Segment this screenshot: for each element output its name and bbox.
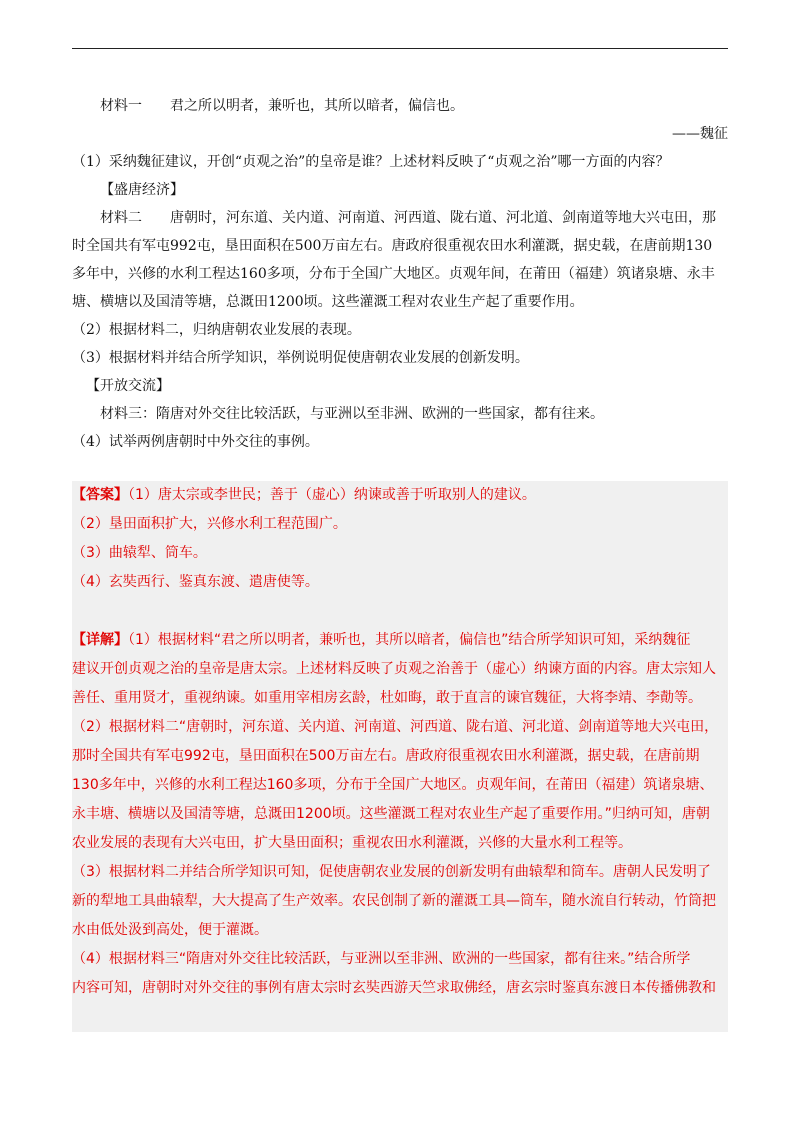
material-2-line: 塘、横塘以及国清等塘，总溉田1200顷。这些灌溉工程对农业生产起了重要作用。 <box>72 294 584 310</box>
detail-line: 内容可知，唐朝时对外交往的事例有唐太宗时玄奘西游天竺求取佛经，唐玄宗时鉴真东渡日本传播佛教和 <box>72 980 716 996</box>
section-heading-economy: 【盛唐经济】 <box>100 182 184 198</box>
question-section <box>72 92 728 456</box>
answer-section <box>72 481 728 1032</box>
detail-line: 那时全国共有军屯992屯，垦田面积在500万亩左右。唐政府很重视农田水利灌溉，据史载，在唐前期 <box>72 748 700 764</box>
detail-line: （2）根据材料二“唐朝时，河东道、关内道、河南道、河西道、陇右道、河北道、剑南道等地大兴屯田， <box>72 719 719 735</box>
detail-line: 新的犁地工具曲辕犁，大大提高了生产效率。农民创制了新的灌溉工具—筒车，随水流自行转动，竹筒把 <box>72 893 716 909</box>
material-2-line: 时全国共有军屯992屯，垦田面积在500万亩左右。唐政府很重视农田水利灌溉，据史载，在唐前期130 <box>72 238 713 254</box>
answer-spacer <box>72 597 728 626</box>
material-3: 材料三：隋唐对外交往比较活跃，与亚洲以至非洲、欧洲的一些国家，都有往来。 <box>100 406 604 422</box>
answer-text: （1）唐太宗或李世民；善于（虚心）纳谏或善于听取别人的建议。 <box>128 487 536 503</box>
detail-line <box>72 626 728 655</box>
answer-line <box>72 481 728 510</box>
detail-line: 建议开创贞观之治的皇帝是唐太宗。上述材料反映了贞观之治善于（虚心）纳谏方面的内容。唐太宗知人 <box>72 661 716 677</box>
answer-tag: 【答案】 <box>72 487 128 503</box>
material-2-line: 多年中，兴修的水利工程达160多项，分布于全国广大地区。贞观年间，在莆田（福建）筑诸泉塘、永丰 <box>72 266 715 282</box>
answer-line: （2）垦田面积扩大，兴修水利工程范围广。 <box>72 516 347 532</box>
section-heading-exchange: 【开放交流】 <box>86 378 170 394</box>
detail-tag: 【详解】 <box>72 632 128 648</box>
question-1: （1）采纳魏征建议，开创“贞观之治”的皇帝是谁？上述材料反映了“贞观之治”哪一方面的内容？ <box>72 154 670 170</box>
question-3: （3）根据材料并结合所学知识，举例说明促使唐朝农业发展的创新发明。 <box>72 350 529 366</box>
answer-line: （4）玄奘西行、鉴真东渡、遣唐使等。 <box>72 574 319 590</box>
detail-line: 130多年中，兴修的水利工程达160多项，分布于全国广大地区。贞观年间，在莆田（福建）筑诸泉塘、 <box>72 777 714 793</box>
detail-line: 农业发展的表现有大兴屯田，扩大垦田面积；重视农田水利灌溉，兴修的大量水利工程等。 <box>72 835 632 851</box>
detail-line: （4）根据材料三“隋唐对外交往比较活跃，与亚洲以至非洲、欧洲的一些国家，都有往来。”结合所学 <box>72 951 691 967</box>
question-4: （4）试举两例唐朝时中外交往的事例。 <box>72 434 319 450</box>
material-1-source: ——魏征 <box>672 126 728 142</box>
detail-line: 永丰塘、横塘以及国清等塘，总溉田1200顷。这些灌溉工程对农业生产起了重要作用。”归纳可知，唐朝 <box>72 806 710 822</box>
question-2: （2）根据材料二，归纳唐朝农业发展的表现。 <box>72 322 361 338</box>
material-2-line: 材料二 唐朝时，河东道、关内道、河南道、河西道、陇右道、河北道、剑南道等地大兴屯田，那 <box>100 210 716 226</box>
detail-text: （1）根据材料“君之所以明者，兼听也，其所以暗者，偏信也”结合所学知识可知，采纳魏征 <box>128 632 691 648</box>
detail-line: 善任、重用贤才，重视纳谏。如重用宰相房玄龄，杜如晦，敢于直言的谏官魏征，大将李靖、李勣等。 <box>72 690 702 706</box>
material-1: 材料一 君之所以明者，兼听也，其所以暗者，偏信也。 <box>100 98 464 114</box>
header-rule <box>72 48 728 49</box>
detail-line: （3）根据材料二并结合所学知识可知，促使唐朝农业发展的创新发明有曲辕犁和筒车。唐朝人民发明了 <box>72 864 711 880</box>
detail-line: 水由低处汲到高处，便于灌溉。 <box>72 922 268 938</box>
answer-line: （3）曲辕犁、筒车。 <box>72 545 207 561</box>
